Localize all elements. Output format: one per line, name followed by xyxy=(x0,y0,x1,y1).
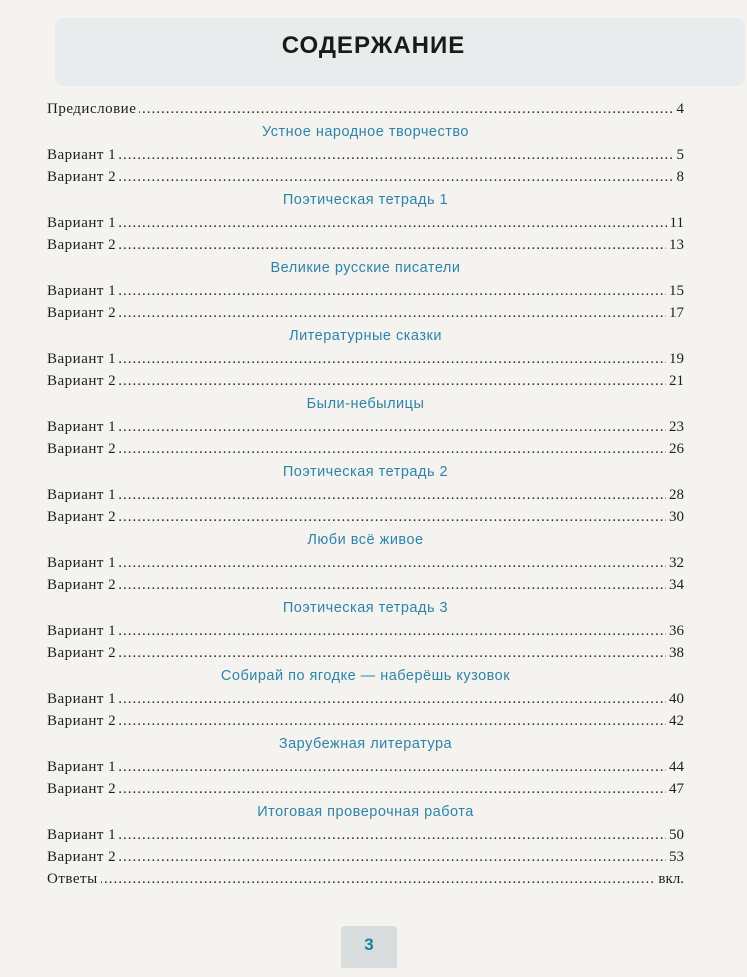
toc-row xyxy=(47,144,684,166)
toc-entry-label: Вариант 2 xyxy=(47,713,119,729)
toc-row xyxy=(47,552,684,574)
toc-entry-label: Вариант 1 xyxy=(47,283,119,299)
toc-entry-page: 36 xyxy=(666,620,684,642)
toc-entry-page: 47 xyxy=(666,778,684,800)
toc-section-heading: Поэтическая тетрадь 3 xyxy=(282,600,449,616)
dot-leader xyxy=(47,370,684,392)
toc-entry-label: Вариант 2 xyxy=(47,373,119,389)
toc-entry-label: Вариант 1 xyxy=(47,351,119,367)
toc-row xyxy=(47,212,684,234)
dot-leader xyxy=(47,868,684,890)
toc-entry-page: 23 xyxy=(666,416,684,438)
toc-entry-label: Вариант 1 xyxy=(47,691,119,707)
dot-leader xyxy=(47,506,684,528)
toc-row xyxy=(47,620,684,642)
toc-row xyxy=(47,868,684,890)
dot-leader xyxy=(47,144,684,166)
toc-entry-label: Вариант 2 xyxy=(47,781,119,797)
dot-leader xyxy=(47,620,684,642)
toc-row xyxy=(47,484,684,506)
toc-entry-label: Вариант 2 xyxy=(47,305,119,321)
toc-entry-page: 30 xyxy=(666,506,684,528)
toc-row xyxy=(47,280,684,302)
toc-entry-page: 53 xyxy=(666,846,684,868)
dot-leader xyxy=(47,416,684,438)
toc-row xyxy=(47,574,684,596)
page-number: 3 xyxy=(341,926,397,968)
toc-entry-label: Вариант 2 xyxy=(47,169,119,185)
toc-entry-page: 17 xyxy=(666,302,684,324)
toc-row xyxy=(47,778,684,800)
toc-row xyxy=(47,710,684,732)
toc-entry-label: Вариант 1 xyxy=(47,147,119,163)
dot-leader xyxy=(47,302,684,324)
dot-leader xyxy=(47,688,684,710)
toc-section-heading: Поэтическая тетрадь 1 xyxy=(282,192,449,208)
toc-section-heading: Итоговая проверочная работа xyxy=(257,804,474,820)
toc-entry-page: 8 xyxy=(674,166,685,188)
toc-entry-label: Вариант 2 xyxy=(47,441,119,457)
toc-entry-page: 13 xyxy=(666,234,684,256)
toc-entry-page: 40 xyxy=(666,688,684,710)
toc-section-heading: Великие русские писатели xyxy=(270,260,461,276)
toc-entry-page: 44 xyxy=(666,756,684,778)
toc-entry-page: 5 xyxy=(674,144,685,166)
toc-entry-label: Вариант 1 xyxy=(47,827,119,843)
toc-section-heading: Люби всё живое xyxy=(307,532,424,548)
toc-entry-page: 34 xyxy=(666,574,684,596)
toc-entry-page: 21 xyxy=(666,370,684,392)
toc-entry-label: Вариант 1 xyxy=(47,555,119,571)
dot-leader xyxy=(47,756,684,778)
toc-row xyxy=(47,348,684,370)
page-title: СОДЕРЖАНИЕ xyxy=(281,32,466,59)
toc-row xyxy=(47,370,684,392)
toc-entry-page: 32 xyxy=(666,552,684,574)
toc-entry-label: Вариант 1 xyxy=(47,623,119,639)
dot-leader xyxy=(47,280,684,302)
toc-row xyxy=(47,234,684,256)
toc-entry-page: 26 xyxy=(666,438,684,460)
toc-section-heading: Зарубежная литература xyxy=(278,736,453,752)
toc-section-heading: Собирай по ягодке — наберёшь кузовок xyxy=(220,668,511,684)
toc-entry-page: 4 xyxy=(674,98,685,120)
dot-leader xyxy=(47,824,684,846)
toc-entry-page: 11 xyxy=(667,212,684,234)
toc-entry-label: Вариант 2 xyxy=(47,577,119,593)
toc-entry-page: 28 xyxy=(666,484,684,506)
toc-row xyxy=(47,438,684,460)
dot-leader xyxy=(47,778,684,800)
toc-row xyxy=(47,416,684,438)
toc-entry-label: Предисловие xyxy=(47,101,139,117)
table-of-contents xyxy=(47,98,684,890)
toc-row xyxy=(47,302,684,324)
toc-entry-page: 50 xyxy=(666,824,684,846)
dot-leader xyxy=(47,574,684,596)
toc-row xyxy=(47,166,684,188)
toc-entry-label: Вариант 2 xyxy=(47,645,119,661)
toc-entry-page: 38 xyxy=(666,642,684,664)
toc-entry-page: 19 xyxy=(666,348,684,370)
toc-section-heading: Поэтическая тетрадь 2 xyxy=(282,464,449,480)
toc-entry-label: Вариант 2 xyxy=(47,237,119,253)
toc-row xyxy=(47,98,684,120)
toc-entry-label: Вариант 1 xyxy=(47,215,119,231)
dot-leader xyxy=(47,484,684,506)
toc-row xyxy=(47,642,684,664)
dot-leader xyxy=(47,552,684,574)
dot-leader xyxy=(47,212,684,234)
toc-entry-page: 15 xyxy=(666,280,684,302)
dot-leader xyxy=(47,642,684,664)
toc-entry-label: Вариант 2 xyxy=(47,849,119,865)
toc-entry-label: Вариант 1 xyxy=(47,487,119,503)
dot-leader xyxy=(47,98,684,120)
toc-entry-label: Вариант 1 xyxy=(47,419,119,435)
dot-leader xyxy=(47,438,684,460)
toc-entry-label: Ответы xyxy=(47,871,101,887)
dot-leader xyxy=(47,710,684,732)
toc-entry-page: 42 xyxy=(666,710,684,732)
toc-row xyxy=(47,506,684,528)
toc-row xyxy=(47,824,684,846)
toc-entry-page: вкл. xyxy=(655,868,684,890)
toc-section-heading: Устное народное творчество xyxy=(262,124,469,140)
toc-entry-label: Вариант 2 xyxy=(47,509,119,525)
toc-entry-label: Вариант 1 xyxy=(47,759,119,775)
toc-row xyxy=(47,688,684,710)
toc-row xyxy=(47,756,684,778)
dot-leader xyxy=(47,846,684,868)
toc-section-heading: Литературные сказки xyxy=(289,328,442,344)
dot-leader xyxy=(47,166,684,188)
toc-row xyxy=(47,846,684,868)
toc-section-heading: Были-небылицы xyxy=(306,396,425,412)
dot-leader xyxy=(47,348,684,370)
dot-leader xyxy=(47,234,684,256)
